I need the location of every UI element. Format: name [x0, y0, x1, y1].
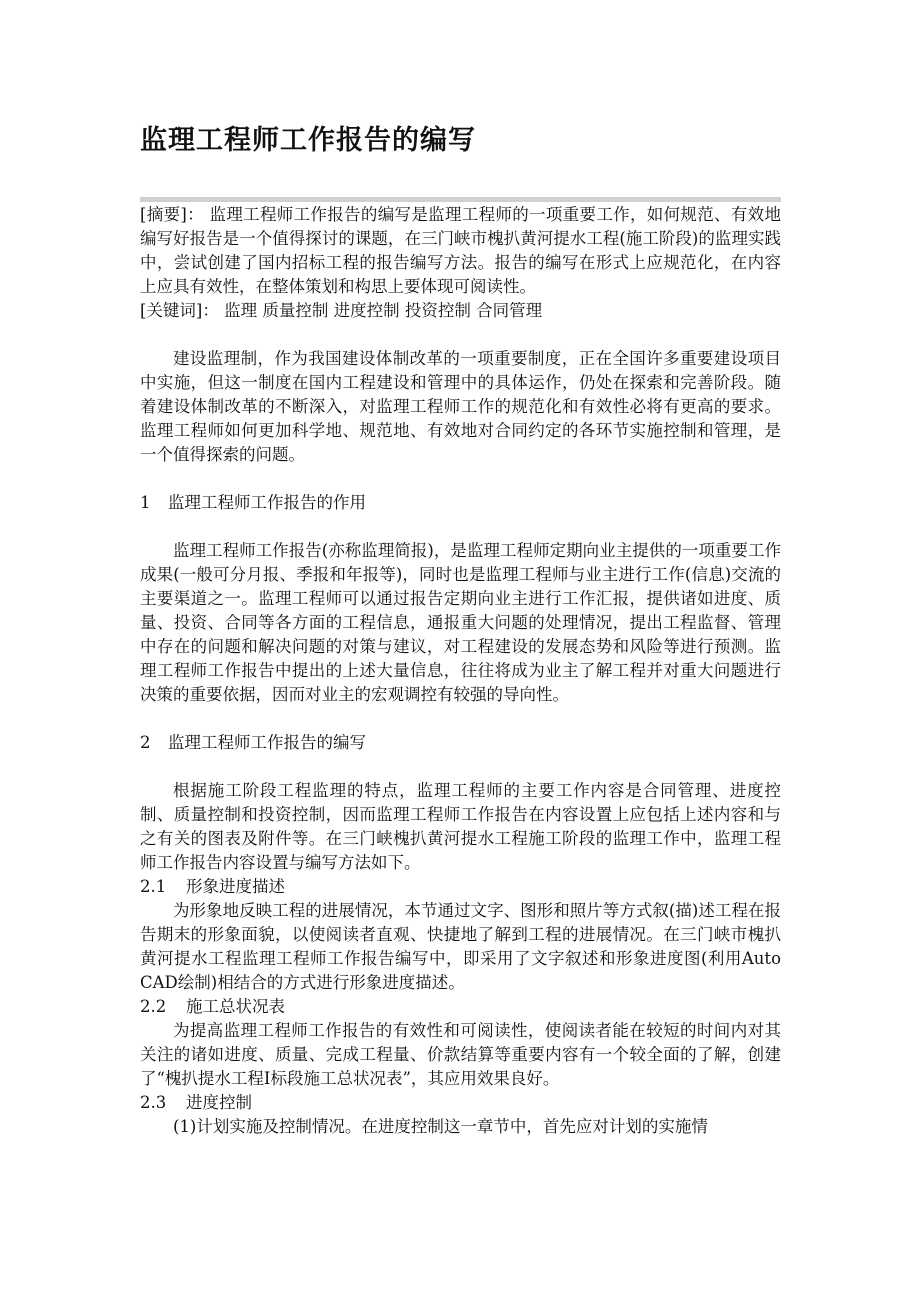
section-number: 2 [140, 733, 151, 752]
subsection-2-2-paragraph: 为提高监理工程师工作报告的有效性和可阅读性，使阅读者能在较短的时间内对其关注的诸如进度、质量、完成工程量、价款结算等重要内容有一个较全面的了解，创建了“槐扒提水工程Ⅰ标段施工总状况表”，其应用效果良好。 [140, 1021, 781, 1088]
document-body [140, 203, 781, 1139]
subsection-heading-2-3 [140, 1091, 781, 1115]
section-heading-2 [140, 731, 781, 755]
subsection-title: 施工总状况表 [186, 997, 285, 1016]
subsection-title: 形象进度描述 [186, 877, 285, 896]
keywords-line: [关键词]： 监理 质量控制 进度控制 投资控制 合同管理 [140, 301, 543, 320]
section-title: 监理工程师工作报告的编写 [168, 733, 366, 752]
subsection-number: 2.2 [140, 997, 167, 1016]
spacer [140, 755, 781, 779]
page-title: 监理工程师工作报告的编写 [140, 125, 476, 156]
section-number: 1 [140, 493, 151, 512]
intro-paragraph: 建设监理制，作为我国建设体制改革的一项重要制度，正在全国许多重要建设项目中实施，但这一制度在国内工程建设和管理中的具体运作，仍处在探索和完善阶段。随着建设体制改革的不断深入，对监理工程师工作的规范化和有效性必将有更高的要求。监理工程师如何更加科学地、规范地、有效地对合同约定的各环节实施控制和管理，是一个值得探索的问题。 [140, 349, 781, 464]
spacer [140, 467, 781, 491]
subsection-heading-2-2 [140, 995, 781, 1019]
abstract-paragraph: [摘要]： 监理工程师工作报告的编写是监理工程师的一项重要工作，如何规范、有效地编写好报告是一个值得探讨的课题，在三门峡市槐扒黄河提水工程(施工阶段)的监理实践中，尝试创建了国内招标工程的报告编写方法。报告的编写在形式上应规范化，在内容上应具有效性，在整体策划和构思上要体现可阅读性。 [140, 205, 781, 296]
subsection-title: 进度控制 [186, 1093, 252, 1112]
title-divider [140, 197, 781, 202]
spacer [140, 707, 781, 731]
spacer [140, 515, 781, 539]
subsection-2-3-paragraph: (1)计划实施及控制情况。在进度控制这一章节中，首先应对计划的实施情 [173, 1117, 708, 1136]
subsection-number: 2.3 [140, 1093, 167, 1112]
section-title: 监理工程师工作报告的作用 [168, 493, 366, 512]
subsection-2-1-paragraph: 为形象地反映工程的进展情况，本节通过文字、图形和照片等方式叙(描)述工程在报告期末的形象面貌，以使阅读者直观、快捷地了解到工程的进展情况。在三门峡市槐扒黄河提水工程监理工程师工作报告编写中，即采用了文字叙述和形象进度图(利用Auto CAD绘制)相结合的方式进行形象进度描述。 [140, 901, 781, 992]
subsection-number: 2.1 [140, 877, 167, 896]
section-2-paragraph: 根据施工阶段工程监理的特点，监理工程师的主要工作内容是合同管理、进度控制、质量控制和投资控制，因而监理工程师工作报告在内容设置上应包括上述内容和与之有关的图表及附件等。在三门峡槐扒黄河提水工程施工阶段的监理工作中，监理工程师工作报告内容设置与编写方法如下。 [140, 781, 781, 872]
spacer [140, 323, 781, 347]
section-1-paragraph: 监理工程师工作报告(亦称监理简报)，是监理工程师定期向业主提供的一项重要工作成果(一般可分月报、季报和年报等)，同时也是监理工程师与业主进行工作(信息)交流的主要渠道之一。监理工程师可以通过报告定期向业主进行工作汇报，提供诸如进度、质量、投资、合同等各方面的工程信息，通报重大问题的处理情况，提出工程监督、管理中存在的问题和解决问题的对策与建议，对工程建设的发展态势和风险等进行预测。监理工程师工作报告中提出的上述大量信息，往往将成为业主了解工程并对重大问题进行决策的重要依据，因而对业主的宏观调控有较强的导向性。 [140, 541, 781, 704]
subsection-heading-2-1 [140, 875, 781, 899]
section-heading-1 [140, 491, 781, 515]
